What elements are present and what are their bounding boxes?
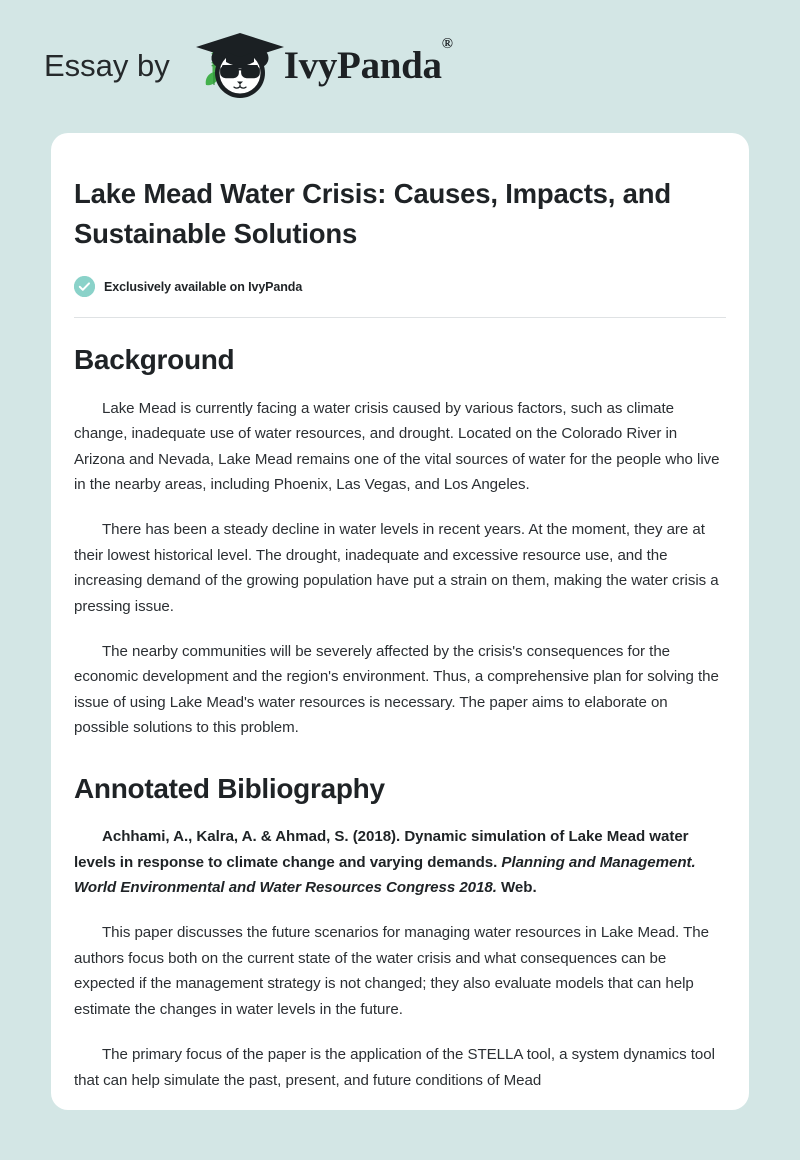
- paragraph: The primary focus of the paper is the application of the STELLA tool, a system dynamics tool that can help simulate the past, present, and future conditions of Mead: [74, 1046, 715, 1089]
- wordmark-text: IvyPanda: [283, 43, 442, 87]
- check-circle-icon: [74, 276, 95, 297]
- section-heading-background: Background: [74, 344, 235, 376]
- brand-logo-group[interactable]: [44, 31, 453, 103]
- exclusive-availability-badge: [74, 276, 726, 297]
- citation-access: Web.: [496, 879, 537, 897]
- ivypanda-logo[interactable]: [192, 31, 453, 103]
- ivypanda-wordmark: [283, 35, 453, 88]
- paragraph: Lake Mead is currently facing a water crisis caused by various factors, such as climate change, inadequate use of water resources, and drought. Located on the Colorado River in Arizona and Nevada, Lake Mead remains one of the vital sources of water for the people who live in the nearby areas, including Phoenix, Las Vegas, and Los Angeles.: [74, 399, 720, 493]
- title-divider: [74, 317, 726, 318]
- section-heading-annotated-bibliography: Annotated Bibliography: [74, 772, 385, 804]
- paragraph: There has been a steady decline in water levels in recent years. At the moment, they are at their lowest historical level. The drought, inadequate and excessive resource use, and the increasing demand of the growing population have put a strain on them, making the water crisis a pressing issue.: [74, 521, 719, 615]
- bibliography-citation: [74, 824, 726, 900]
- exclusive-label: Exclusively available on IvyPanda: [104, 279, 303, 294]
- panda-graduate-logo-icon: [192, 31, 288, 103]
- page-title: Lake Mead Water Crisis: Causes, Impacts, and Sustainable Solutions: [74, 178, 671, 249]
- paragraph: This paper discusses the future scenarios for managing water resources in Lake Mead. The authors focus both on the current state of the water crisis and what consequences can be expected if the management strategy is not changed; they also evaluate models that can help estimate the changes in water levels in the future.: [74, 924, 709, 1018]
- trademark-symbol: ®: [441, 35, 453, 52]
- citation-authors-title: Achhami, A., Kalra, A. & Ahmad, S. (2018). Dynamic simulation of Lake Mead water levels in response to climate change and varying demands.: [74, 828, 689, 871]
- citation-source-italic: Planning and Management. World Environmental and Water Resources Congress 2018.: [74, 853, 696, 897]
- brand-header: [0, 0, 800, 133]
- essay-paper-card: [51, 133, 749, 1110]
- essay-by-label: Essay by: [44, 48, 170, 83]
- paragraph: The nearby communities will be severely affected by the crisis's consequences for the economic development and the region's environment. Thus, a comprehensive plan for solving the issue of using Lake Mead's water resources is necessary. The paper aims to elaborate on possible solutions to this problem.: [74, 643, 719, 737]
